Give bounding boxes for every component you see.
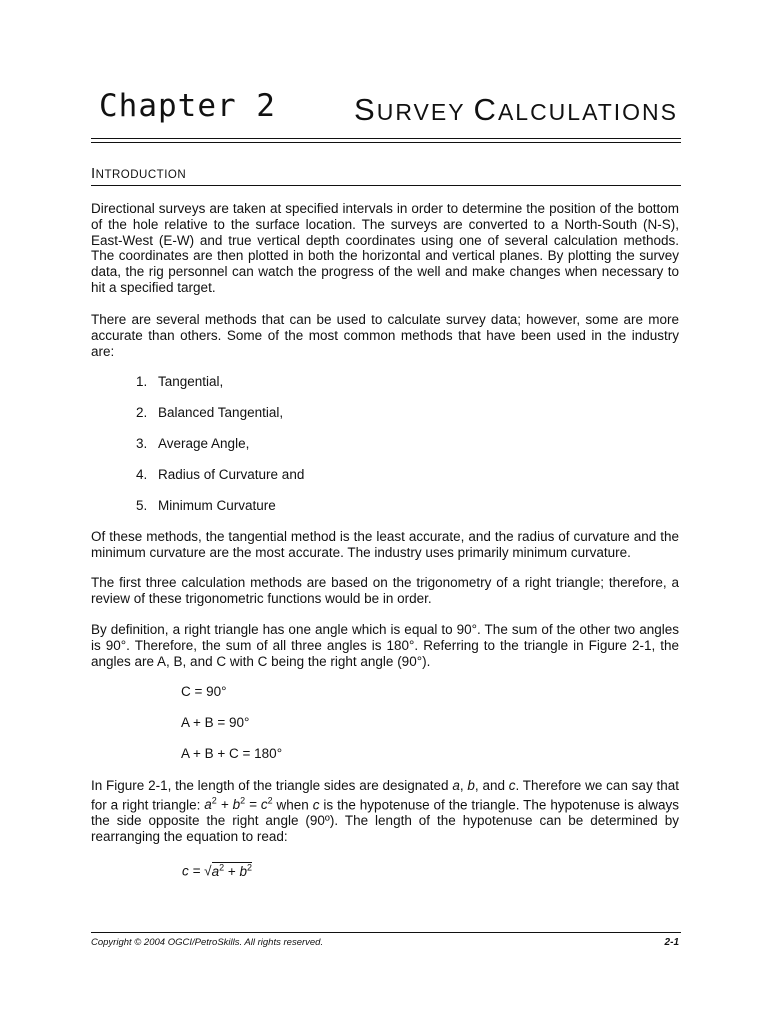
list-item xyxy=(136,467,304,482)
chapter-title-initial-c: C xyxy=(473,92,498,127)
list-item xyxy=(136,436,249,451)
eq-c-exp: 2 xyxy=(267,795,273,806)
p6-sep-2: , and xyxy=(474,778,509,793)
section-heading-initial: I xyxy=(91,165,96,182)
p6-var-c-2: c xyxy=(312,797,320,813)
chapter-label: Chapter 2 xyxy=(99,88,276,124)
p6-var-b: b xyxy=(467,778,475,793)
copyright-notice: Copyright © 2004 OGCI/PetroSkills. All rights reserved. xyxy=(91,937,324,948)
p6-var-a: a xyxy=(452,778,460,793)
formula-plus: + xyxy=(224,863,240,879)
list-label: Average Angle, xyxy=(158,436,250,451)
eq-plus: + xyxy=(216,797,233,813)
section-heading-rest: NTRODUCTION xyxy=(95,169,187,181)
list-label: Tangential, xyxy=(158,374,224,389)
page-number: 2-1 xyxy=(664,937,679,948)
list-label: Radius of Curvature and xyxy=(158,467,305,482)
list-item xyxy=(136,374,223,389)
chapter-title-part-2: ALCULATIONS xyxy=(497,99,678,125)
paragraph-2: There are several methods that can be used to calculate survey data; however, some are more accurate than others. Some of the most common methods that have been used in the industry are: xyxy=(91,312,679,359)
paragraph-1: Directional surveys are taken at specified intervals in order to determine the position of the bottom of the hole relative to the surface location. The surveys are converted to a North-South (N-S), East-West (E-W) and true vertical depth coordinates using one of several calculation methods. The coordinates are then plotted in both the horizontal and vertical planes. By plotting the survey data, the rig personnel can watch the progress of the well and make changes when necessary to hit a specified target. xyxy=(91,201,679,295)
hypotenuse-formula xyxy=(182,862,252,879)
p6-text-4: is the hypotenuse of the triangle. The hypotenuse is always the side opposite the right angle (90º). The length of the hypotenuse can be determined by rearranging the equation to read: xyxy=(91,797,680,844)
paragraph-5: By definition, a right triangle has one angle which is equal to 90°. The sum of the other two angles is 90°. Therefore, the sum of all three angles is 180°. Referring to the triangle in Figure 2-1, the angles are A, B, and C with C being the right angle (90°). xyxy=(91,622,679,669)
list-item xyxy=(136,405,283,420)
formula-b: b xyxy=(239,863,247,879)
p6-text-2: . Therefore we can say that for a right triangle: xyxy=(91,778,679,813)
eq-c: c xyxy=(260,797,268,813)
footer-rule xyxy=(91,932,681,933)
formula-lhs: c = xyxy=(182,863,205,879)
chapter-title-initial-s: S xyxy=(354,92,377,127)
list-label: Balanced Tangential, xyxy=(158,405,284,420)
eq-b-exp: 2 xyxy=(240,795,246,806)
list-number: 1. xyxy=(136,374,148,389)
paragraph-4: The first three calculation methods are based on the trigonometry of a right triangle; therefore, a review of these trigonometric functions would be in order. xyxy=(91,575,679,606)
list-number: 5. xyxy=(136,498,148,513)
list-number: 3. xyxy=(136,436,148,451)
eq-a-exp: 2 xyxy=(211,795,217,806)
list-label: Minimum Curvature xyxy=(158,498,276,513)
p6-text-1: In Figure 2-1, the length of the triangle sides are designated xyxy=(91,778,453,793)
radicand xyxy=(212,862,252,879)
equation-sum: A + B + C = 180° xyxy=(181,746,283,761)
paragraph-3: Of these methods, the tangential method is the least accurate, and the radius of curvature and the minimum curvature are the most accurate. The industry uses primarily minimum curvature. xyxy=(91,529,679,560)
formula-a-exp: 2 xyxy=(219,862,225,872)
formula-a: a xyxy=(211,863,220,879)
section-heading xyxy=(91,165,186,182)
eq-b: b xyxy=(232,797,241,813)
header-rule-top xyxy=(91,138,681,139)
list-item xyxy=(136,498,276,513)
formula-b-exp: 2 xyxy=(247,862,253,872)
list-number: 4. xyxy=(136,467,148,482)
pythagorean-inline xyxy=(204,797,272,812)
p6-sep-1: , xyxy=(459,778,468,793)
chapter-title xyxy=(354,92,678,128)
equation-a-plus-b: A + B = 90° xyxy=(181,715,250,730)
chapter-title-part-1: URVEY xyxy=(376,99,474,125)
p6-var-c: c xyxy=(508,778,516,793)
p6-text-3: when xyxy=(272,797,313,813)
radical-sign: √ xyxy=(204,863,212,879)
paragraph-6 xyxy=(91,778,679,845)
eq-a: a xyxy=(204,797,212,813)
eq-equals: = xyxy=(245,797,261,813)
section-rule xyxy=(91,185,681,186)
list-number: 2. xyxy=(136,405,148,420)
equation-c: C = 90° xyxy=(181,684,227,699)
header-rule-bottom xyxy=(91,142,681,143)
